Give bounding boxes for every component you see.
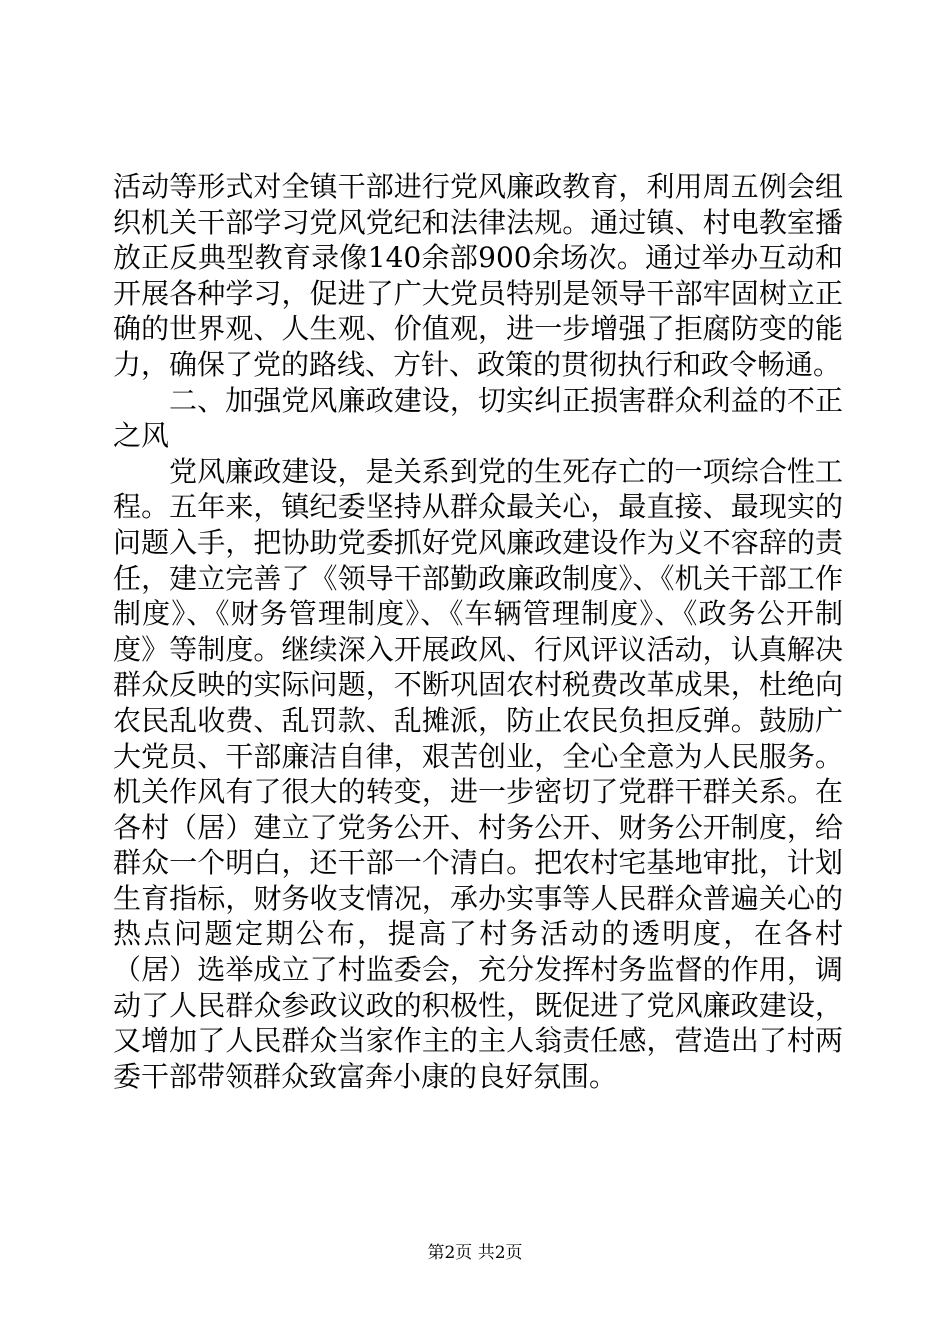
paragraph-anticorruption: 党风廉政建设，是关系到党的生死存亡的一项综合性工程。五年来，镇纪委坚持从群众最关心，最直接、最现实的问题入手，把协助党委抓好党风廉政建设作为义不容辞的责任，建立完善了《领导干部勤政廉政制度》、《机关干部工作制度》、《财务管理制度》、《车辆管理制度》、《政务公开制度》等制度。继续深入开展政风、行风评议活动，认真解决群众反映的实际问题，不断巩固农村税费改革成果，杜绝向农民乱收费、乱罚款、乱摊派，防止农民负担反弹。鼓励广大党员、干部廉洁自律，艰苦创业，全心全意为人民服务。机关作风有了很大的转变，进一步密切了党群干群关系。在各村（居）建立了党务公开、村务公开、财务公开制度，给群众一个明白，还干部一个清白。把农村宅基地审批，计划生育指标，财务收支情况，承办实事等人民群众普遍关心的热点问题定期公布，提高了村务活动的透明度，在各村（居）选举成立了村监委会，充分发挥村务监督的作用，调动了人民群众参政议政的积极性，既促进了党风廉政建设，又增加了人民群众当家作主的主人翁责任感，营造出了村两委干部带领群众致富奔小康的良好氛围。 — [113, 454, 843, 1093]
page-footer: 第2页 共2页 — [427, 1243, 523, 1263]
section-heading-two: 二、加强党风廉政建设，切实纠正损害群众利益的不正之风 — [113, 383, 843, 453]
paragraph-education: 活动等形式对全镇干部进行党风廉政教育，利用周五例会组织机关干部学习党风党纪和法律法规。通过镇、村电教室播放正反典型教育录像140余部900余场次。通过举办互动和开展各种学习，促进了广大党员特别是领导干部牢固树立正确的世界观、人生观、价值观，进一步增强了拒腐防变的能力，确保了党的路线、方针、政策的贯彻执行和政令畅通。 — [113, 170, 843, 381]
document-body — [113, 169, 843, 1094]
